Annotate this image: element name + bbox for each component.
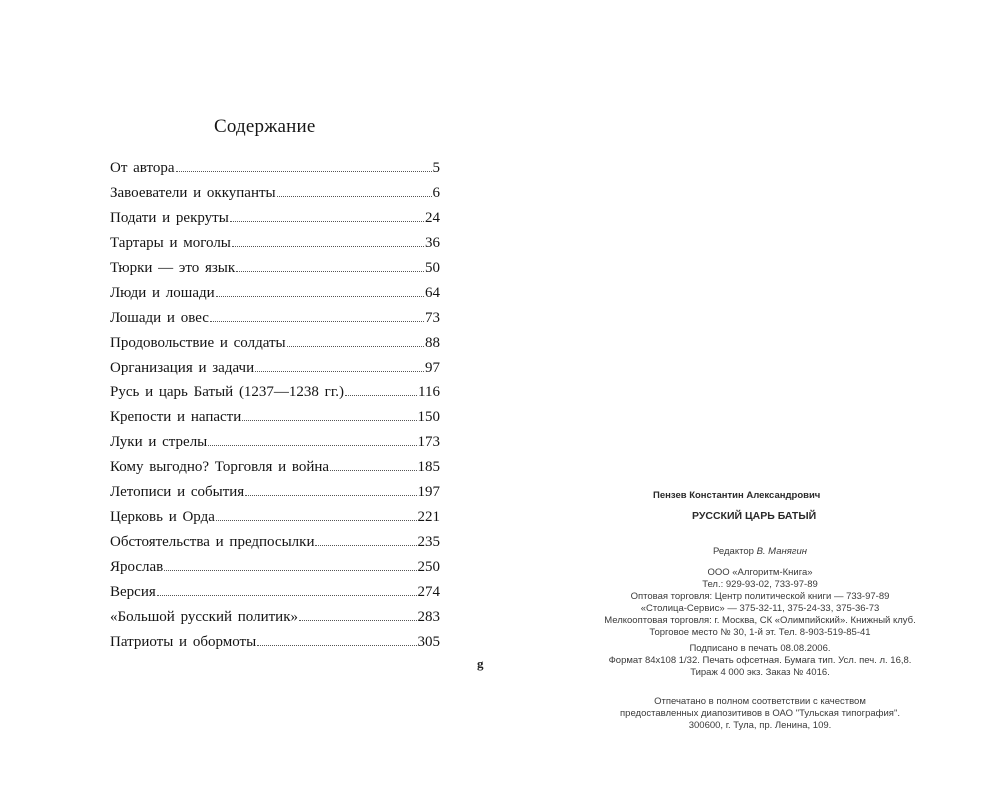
toc-leader-dots — [277, 195, 432, 197]
toc-leader-dots — [157, 594, 417, 596]
toc-entry-label: Продовольствие и солдаты — [110, 334, 286, 351]
toc-leader-dots — [210, 320, 424, 322]
toc-leader-dots — [257, 644, 416, 646]
toc-leader-dots — [315, 544, 416, 546]
toc-entry-label: Летописи и события — [110, 484, 245, 501]
toc-leader-dots — [208, 444, 416, 446]
toc-entry — [110, 331, 440, 356]
toc-entry-label: «Большой русский политик» — [110, 608, 298, 625]
format-line: Формат 84х108 1/32. Печать офсетная. Бумага тип. Усл. печ. л. 16,8. — [608, 655, 912, 666]
toc-entry — [110, 505, 440, 530]
toc-entry — [110, 405, 440, 430]
toc-entry-page: 116 — [418, 384, 440, 401]
toc-entry-page: 250 — [417, 559, 440, 575]
toc-entry — [110, 231, 440, 256]
editor-line — [560, 546, 960, 558]
imprint-printer-block — [560, 696, 960, 732]
toc-entry-page: 36 — [425, 234, 440, 251]
toc-entry-label: Луки и стрелы — [110, 434, 208, 451]
toc-entry-label: Завоеватели и оккупанты — [110, 184, 276, 201]
printed-line-2: предоставленных диапозитивов в ОАО "Тульская типография". — [620, 708, 900, 719]
toc-entry — [110, 256, 440, 281]
toc-entry-page: 283 — [417, 608, 440, 625]
imprint-print-block — [560, 643, 960, 679]
publisher-phone: Тел.: 929-93-02, 733-97-89 — [702, 579, 818, 590]
toc-entry-page: 197 — [417, 484, 440, 501]
toc-leader-dots — [245, 494, 416, 496]
toc-entry-label: От автора — [110, 160, 175, 176]
toc-entry-label: Люди и лошади — [110, 284, 215, 301]
toc-entry-page: 274 — [417, 583, 440, 600]
editor-name: В. Манягин — [756, 546, 807, 557]
toc-entry-page: 150 — [417, 409, 440, 426]
toc-entry-page: 185 — [417, 459, 440, 476]
toc-entry — [110, 530, 440, 555]
toc-entry — [110, 480, 440, 505]
toc-leader-dots — [330, 469, 416, 471]
toc-entry-page: 24 — [425, 209, 440, 226]
toc-entry — [110, 306, 440, 331]
toc-entry — [110, 555, 440, 580]
toc-entry-label: Ярослав — [110, 559, 164, 575]
toc-leader-dots — [232, 245, 424, 247]
toc-entry-page: 6 — [432, 184, 440, 201]
printed-line-1: Отпечатано в полном соответствии с качеством — [654, 696, 866, 707]
toc-entry-label: Подати и рекруты — [110, 209, 229, 226]
imprint-editor — [560, 546, 960, 558]
retail-line: Мелкооптовая торговля: г. Москва, СК «Олимпийский». Книжный клуб. — [604, 615, 916, 626]
printer-address: 300600, г. Тула, пр. Ленина, 109. — [688, 720, 832, 731]
toc-entry-page: 235 — [417, 534, 440, 551]
toc-leader-dots — [230, 220, 424, 222]
stolitsa-line: «Столица-Сервис» — 375-32-11, 375-24-33, 375-36-73 — [640, 603, 880, 614]
toc-entry — [110, 380, 440, 405]
toc-entry — [110, 580, 440, 605]
toc-leader-dots — [216, 295, 424, 297]
toc-entry-page: 97 — [425, 359, 440, 376]
toc-entry-label: Организация и задачи — [110, 359, 255, 376]
signed-line: Подписано в печать 08.08.2006. — [689, 643, 831, 654]
toc-entry-page: 221 — [417, 509, 440, 526]
toc-entry-page: 88 — [425, 334, 440, 351]
toc-leader-dots — [164, 569, 416, 571]
stray-mark: g — [477, 656, 484, 671]
toc-entry — [110, 356, 440, 381]
toc-entry — [110, 156, 440, 181]
toc-entry-label: Лошади и овес — [110, 309, 209, 326]
toc-leader-dots — [345, 394, 417, 396]
toc-leader-dots — [287, 345, 424, 347]
toc-entry-label: Обстоятельства и предпосылки — [110, 534, 315, 551]
toc-entry — [110, 206, 440, 231]
toc-entry-label: Версия — [110, 583, 156, 600]
toc-entry-label: Тюрки — это язык — [110, 259, 236, 276]
trade-place-line: Торговое место № 30, 1-й эт. Тел. 8-903-519-85-41 — [649, 627, 871, 638]
imprint-book-title: РУССКИЙ ЦАРЬ БАТЫЙ — [692, 510, 817, 522]
toc-entry — [110, 455, 440, 480]
toc-entry-page: 73 — [425, 309, 440, 326]
toc-list — [110, 156, 440, 655]
toc-leader-dots — [236, 270, 424, 272]
toc-leader-dots — [255, 370, 424, 372]
wholesale-line: Оптовая торговля: Центр политической книги — 733-97-89 — [630, 591, 890, 602]
publisher-name: ООО «Алгоритм-Книга» — [707, 567, 813, 578]
toc-entry-page: 305 — [417, 633, 440, 650]
run-line: Тираж 4 000 экз. Заказ № 4016. — [690, 667, 830, 678]
toc-leader-dots — [176, 170, 432, 172]
toc-leader-dots — [299, 619, 417, 621]
imprint-author: Пензев Константин Александрович — [653, 490, 821, 501]
toc-entry — [110, 630, 440, 655]
toc-entry — [110, 430, 440, 455]
toc-entry — [110, 181, 440, 206]
toc-entry — [110, 605, 440, 630]
toc-entry-page: 50 — [425, 259, 440, 276]
toc-entry-page: 173 — [417, 434, 440, 451]
editor-label: Редактор — [713, 546, 754, 557]
toc-entry-page: 64 — [425, 284, 440, 301]
toc-entry-label: Тартары и моголы — [110, 234, 231, 251]
toc-entry-label: Церковь и Орда — [110, 509, 215, 526]
imprint-publisher-block — [560, 567, 960, 639]
toc-entry-page: 5 — [432, 160, 440, 176]
toc-leader-dots — [216, 519, 417, 521]
toc-entry-label: Русь и царь Батый (1237—1238 гг.) — [110, 384, 345, 401]
toc-entry-label: Крепости и напасти — [110, 409, 242, 426]
toc-entry — [110, 281, 440, 306]
toc-entry-label: Патриоты и обормоты — [110, 633, 257, 650]
toc-entry-label: Кому выгодно? Торговля и война — [110, 459, 330, 476]
toc-leader-dots — [242, 419, 416, 421]
toc-title: Содержание — [214, 116, 316, 137]
